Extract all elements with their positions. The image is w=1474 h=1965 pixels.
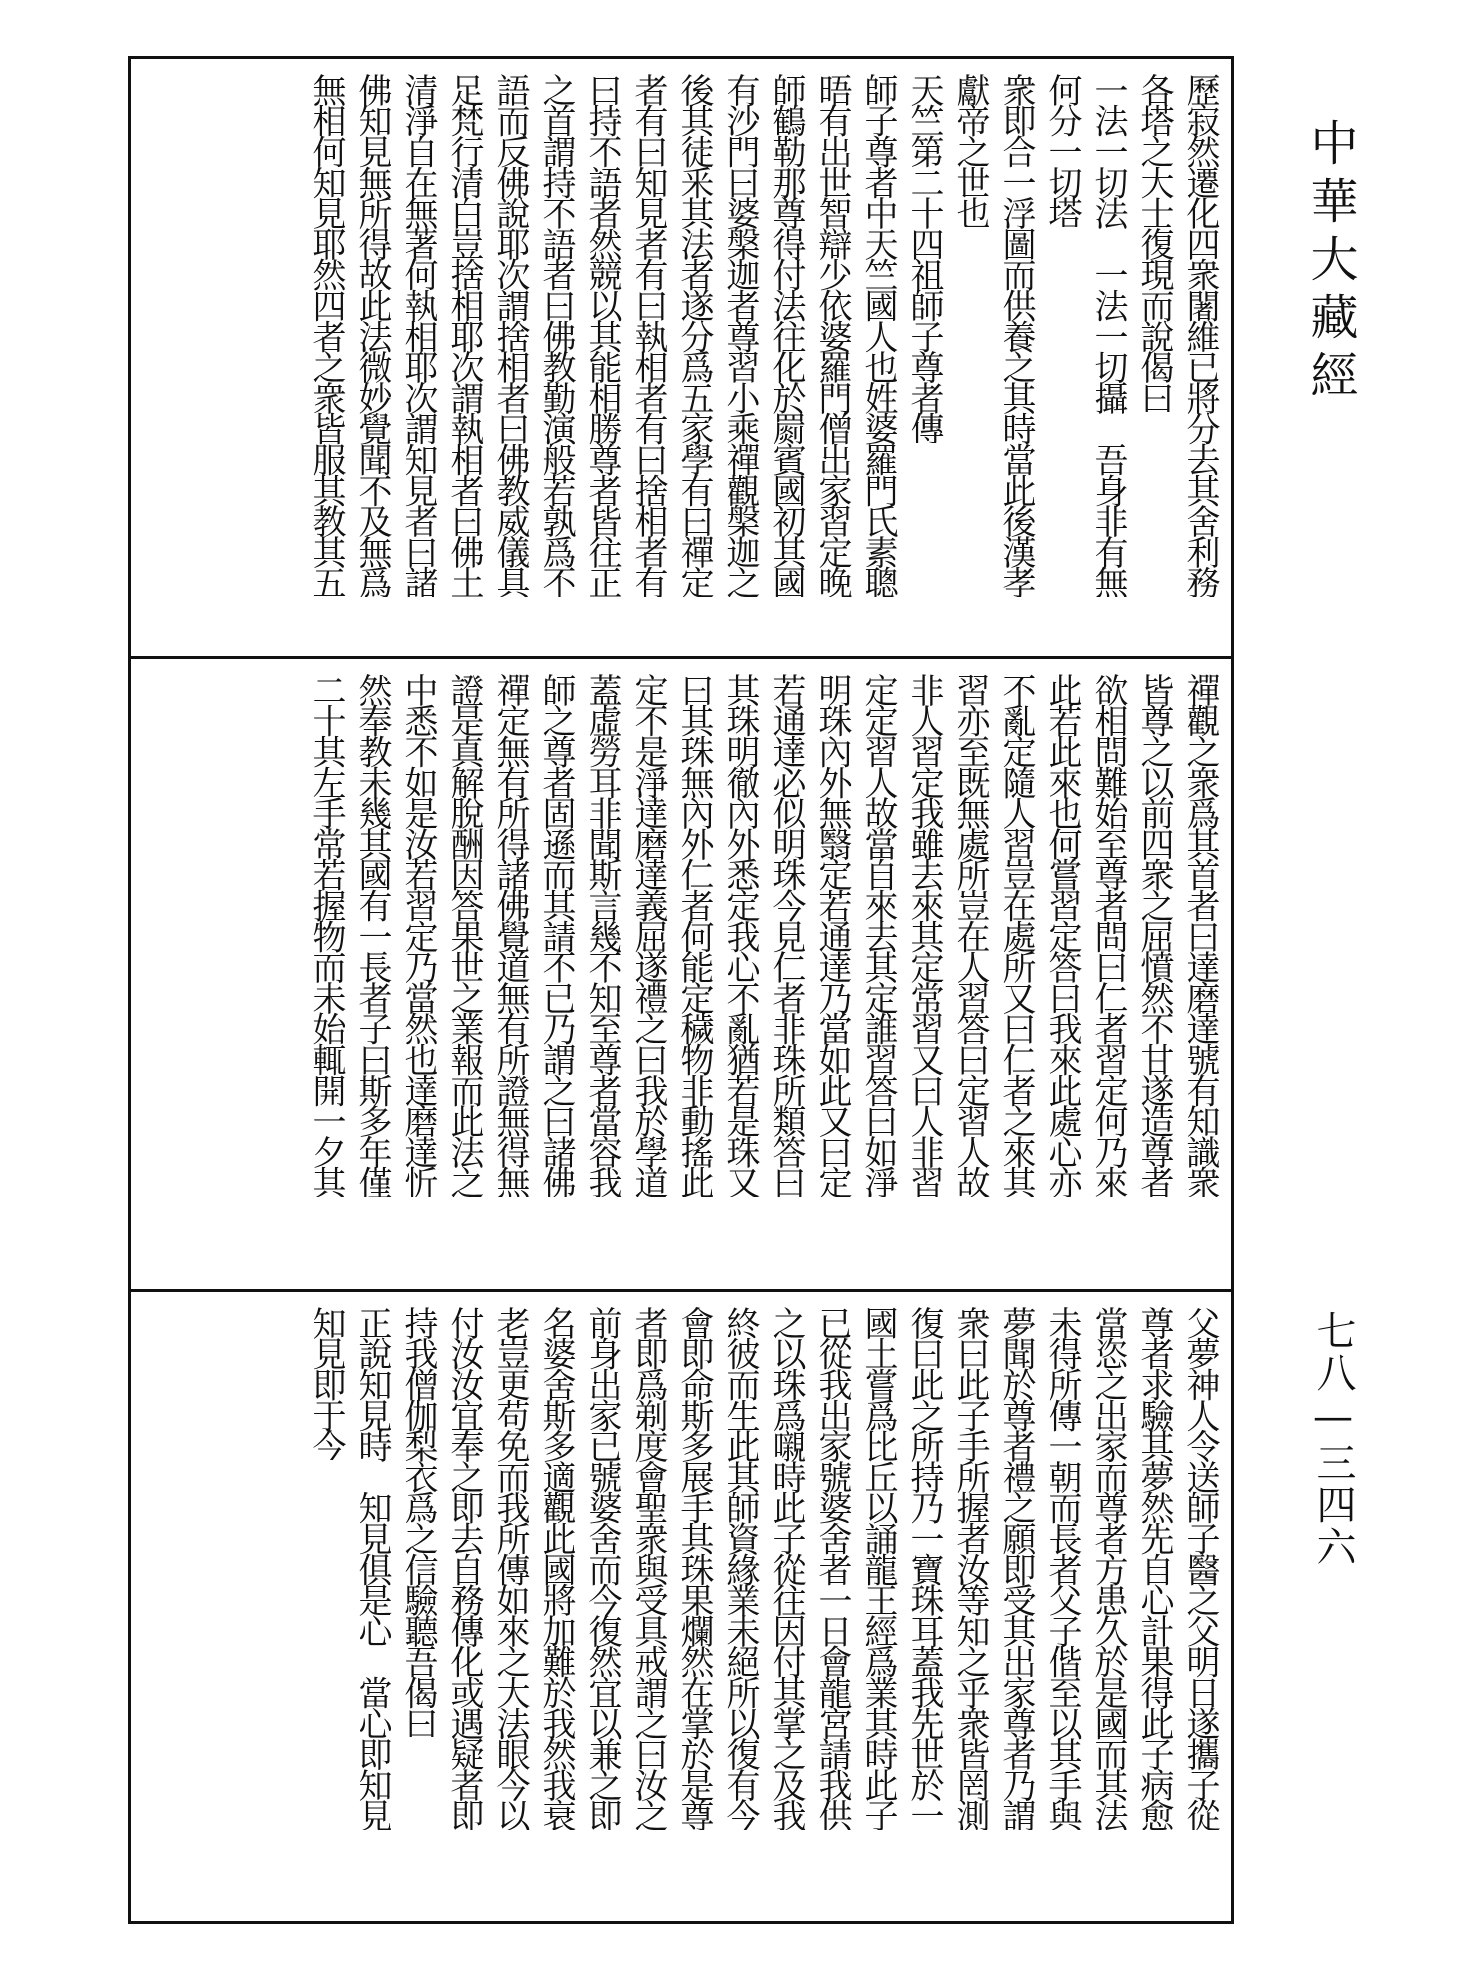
text-column: 當恣之出家而尊者方患久於是國而其法 (1088, 1306, 1128, 1830)
text-column: 各塔之大士復現而說偈曰 (1134, 73, 1174, 412)
text-column: 何分一切塔 (1042, 73, 1082, 228)
text-column: 若通達必似明珠今見仁者非珠所類答曰 (766, 673, 806, 1197)
text-column: 佛知見無所得故此法微妙覺聞不及無爲 (352, 73, 392, 597)
text-column: 一法一切法 一法一切攝 吾身非有無 (1088, 73, 1128, 597)
text-column: 已從我出家號婆舍者一日會龍宮請我供 (812, 1306, 852, 1830)
text-column: 禪定無有所得諸佛覺道無有所證無得無 (490, 673, 530, 1197)
text-column: 定不是淨達磨達義屈遂禮之曰我於學道 (628, 673, 668, 1197)
text-column: 獻帝之世也 (950, 73, 990, 228)
text-column: 付汝汝宜奉之即去自務傳化或遇疑者即 (444, 1306, 484, 1830)
text-column: 中悉不如是汝若習定乃當然也達磨達忻 (398, 673, 438, 1197)
text-column: 之首謂持不語者曰佛教勤演般若孰爲不 (536, 73, 576, 597)
text-column: 後其徒釆其法者遂分爲五家學有曰禪定 (674, 73, 714, 597)
text-panel-top (131, 59, 1231, 659)
text-column: 歷寂然遷化四衆闍維已將分去其舍利務 (1180, 73, 1220, 597)
text-column: 未得所傳一朝而長者父子偕至以其手與 (1042, 1306, 1082, 1830)
text-column: 二十其左手常若握物而未始輒開一夕其 (306, 673, 346, 1197)
text-column: 其珠明徹內外悉定我心不亂猶若是珠又 (720, 673, 760, 1197)
text-column: 國土嘗爲比丘以誦龍王經爲業其時此子 (858, 1306, 898, 1830)
text-column: 曰其珠無內外仁者何能定穢物非動搖此 (674, 673, 714, 1197)
text-column: 之以珠爲嚫時此子從往因付其掌之及我 (766, 1306, 806, 1830)
text-column: 非人習定我雖去來其定常習又曰人非習 (904, 673, 944, 1197)
text-column: 復曰此之所持乃一寶珠耳蓋我先世於一 (904, 1306, 944, 1830)
text-column: 尊者求驗其夢然先自心計果得此子病愈 (1134, 1306, 1174, 1830)
text-column: 明珠內外無翳定若通達乃當如此又曰定 (812, 673, 852, 1197)
text-column: 習亦至既無處所豈在人習答曰定習人故 (950, 673, 990, 1197)
text-column: 者即爲剃度會聖衆與受具戒謂之曰汝之 (628, 1306, 668, 1830)
text-column: 父夢神人令送師子醫之父明日遂攜子從 (1180, 1306, 1220, 1830)
text-column: 衆即合一浮圖而供養之其時當此後漢孝 (996, 73, 1036, 597)
text-column: 無相何知見耶然四者之衆皆服其教其五 (306, 73, 346, 597)
text-column: 蓋虛勞耳非聞斯言幾不知至尊者當容我 (582, 673, 622, 1197)
text-panel-middle (131, 659, 1231, 1292)
text-column: 前身出家已號婆舍而今復然宜以兼之即 (582, 1306, 622, 1830)
text-column: 此若此來也何嘗習定答曰我來此處心亦 (1042, 673, 1082, 1197)
text-column: 曰持不語者然競以其能相勝尊者皆往正 (582, 73, 622, 597)
text-column: 正說知見時 知見俱是心 當心即知見 (352, 1306, 392, 1830)
collection-title: 中華大藏經 (1302, 118, 1358, 408)
page-number: 七八—三四六 (1310, 1310, 1356, 1568)
text-column: 名婆舍斯多適觀此國將加難於我然我衰 (536, 1306, 576, 1830)
text-column: 有沙門曰婆槃迦者尊習小乘禪觀槃迦之 (720, 73, 760, 597)
text-column: 會即命斯多展手其珠果爛然在掌於是尊 (674, 1306, 714, 1830)
text-column: 欲相問難始至尊者問曰仁者習定何乃來 (1088, 673, 1128, 1197)
text-column: 皆尊之以前四衆之屈憤然不甘遂造尊者 (1134, 673, 1174, 1197)
text-column: 定定習人故當自來去其定誰習答曰如淨 (858, 673, 898, 1197)
text-column: 師鶴勒那尊得付法往化於罽賓國初其國 (766, 73, 806, 597)
text-column: 者有曰知見者有曰執相者有曰捨相者有 (628, 73, 668, 597)
text-column: 師子尊者中天竺國人也姓婆羅門氏素聰 (858, 73, 898, 597)
text-column: 足梵行清白豈捨相耶次謂執相者曰佛土 (444, 73, 484, 597)
text-column: 知見即于今 (306, 1306, 346, 1461)
text-column: 老豈更苟免而我所傳如來之大法眼今以 (490, 1306, 530, 1830)
text-panel-bottom (131, 1292, 1231, 1921)
text-column: 師之尊者固遜而其請不已乃謂之曰諸佛 (536, 673, 576, 1197)
text-column: 終彼而生此其師資緣業未絕所以復有今 (720, 1306, 760, 1830)
text-column: 然奉教未幾其國有一長者子曰斯多年僅 (352, 673, 392, 1197)
text-column: 夢聞於尊者禮之願即受其出家尊者乃謂 (996, 1306, 1036, 1830)
text-column: 語而反佛說耶次謂捨相者曰佛教威儀具 (490, 73, 530, 597)
text-column: 衆曰此子手所握者汝等知之乎衆皆罔測 (950, 1306, 990, 1830)
text-column: 證是真解脫酬因答果世之業報而此法之 (444, 673, 484, 1197)
text-column: 持我僧伽梨衣爲之信驗聽吾偈曰 (398, 1306, 438, 1738)
text-column: 清淨自在無著何執相耶次謂知見者曰諸 (398, 73, 438, 597)
scripture-page-frame (128, 56, 1234, 1924)
text-column: 晤有出世智辯少依婆羅門僧出家習定晚 (812, 73, 852, 597)
text-column: 禪觀之衆爲其首者曰達磨達號有知識衆 (1180, 673, 1220, 1197)
text-column: 天竺第二十四祖師子尊者傳 (904, 73, 944, 443)
text-column: 不亂定隨人習豈在處所又曰仁者之來其 (996, 673, 1036, 1197)
